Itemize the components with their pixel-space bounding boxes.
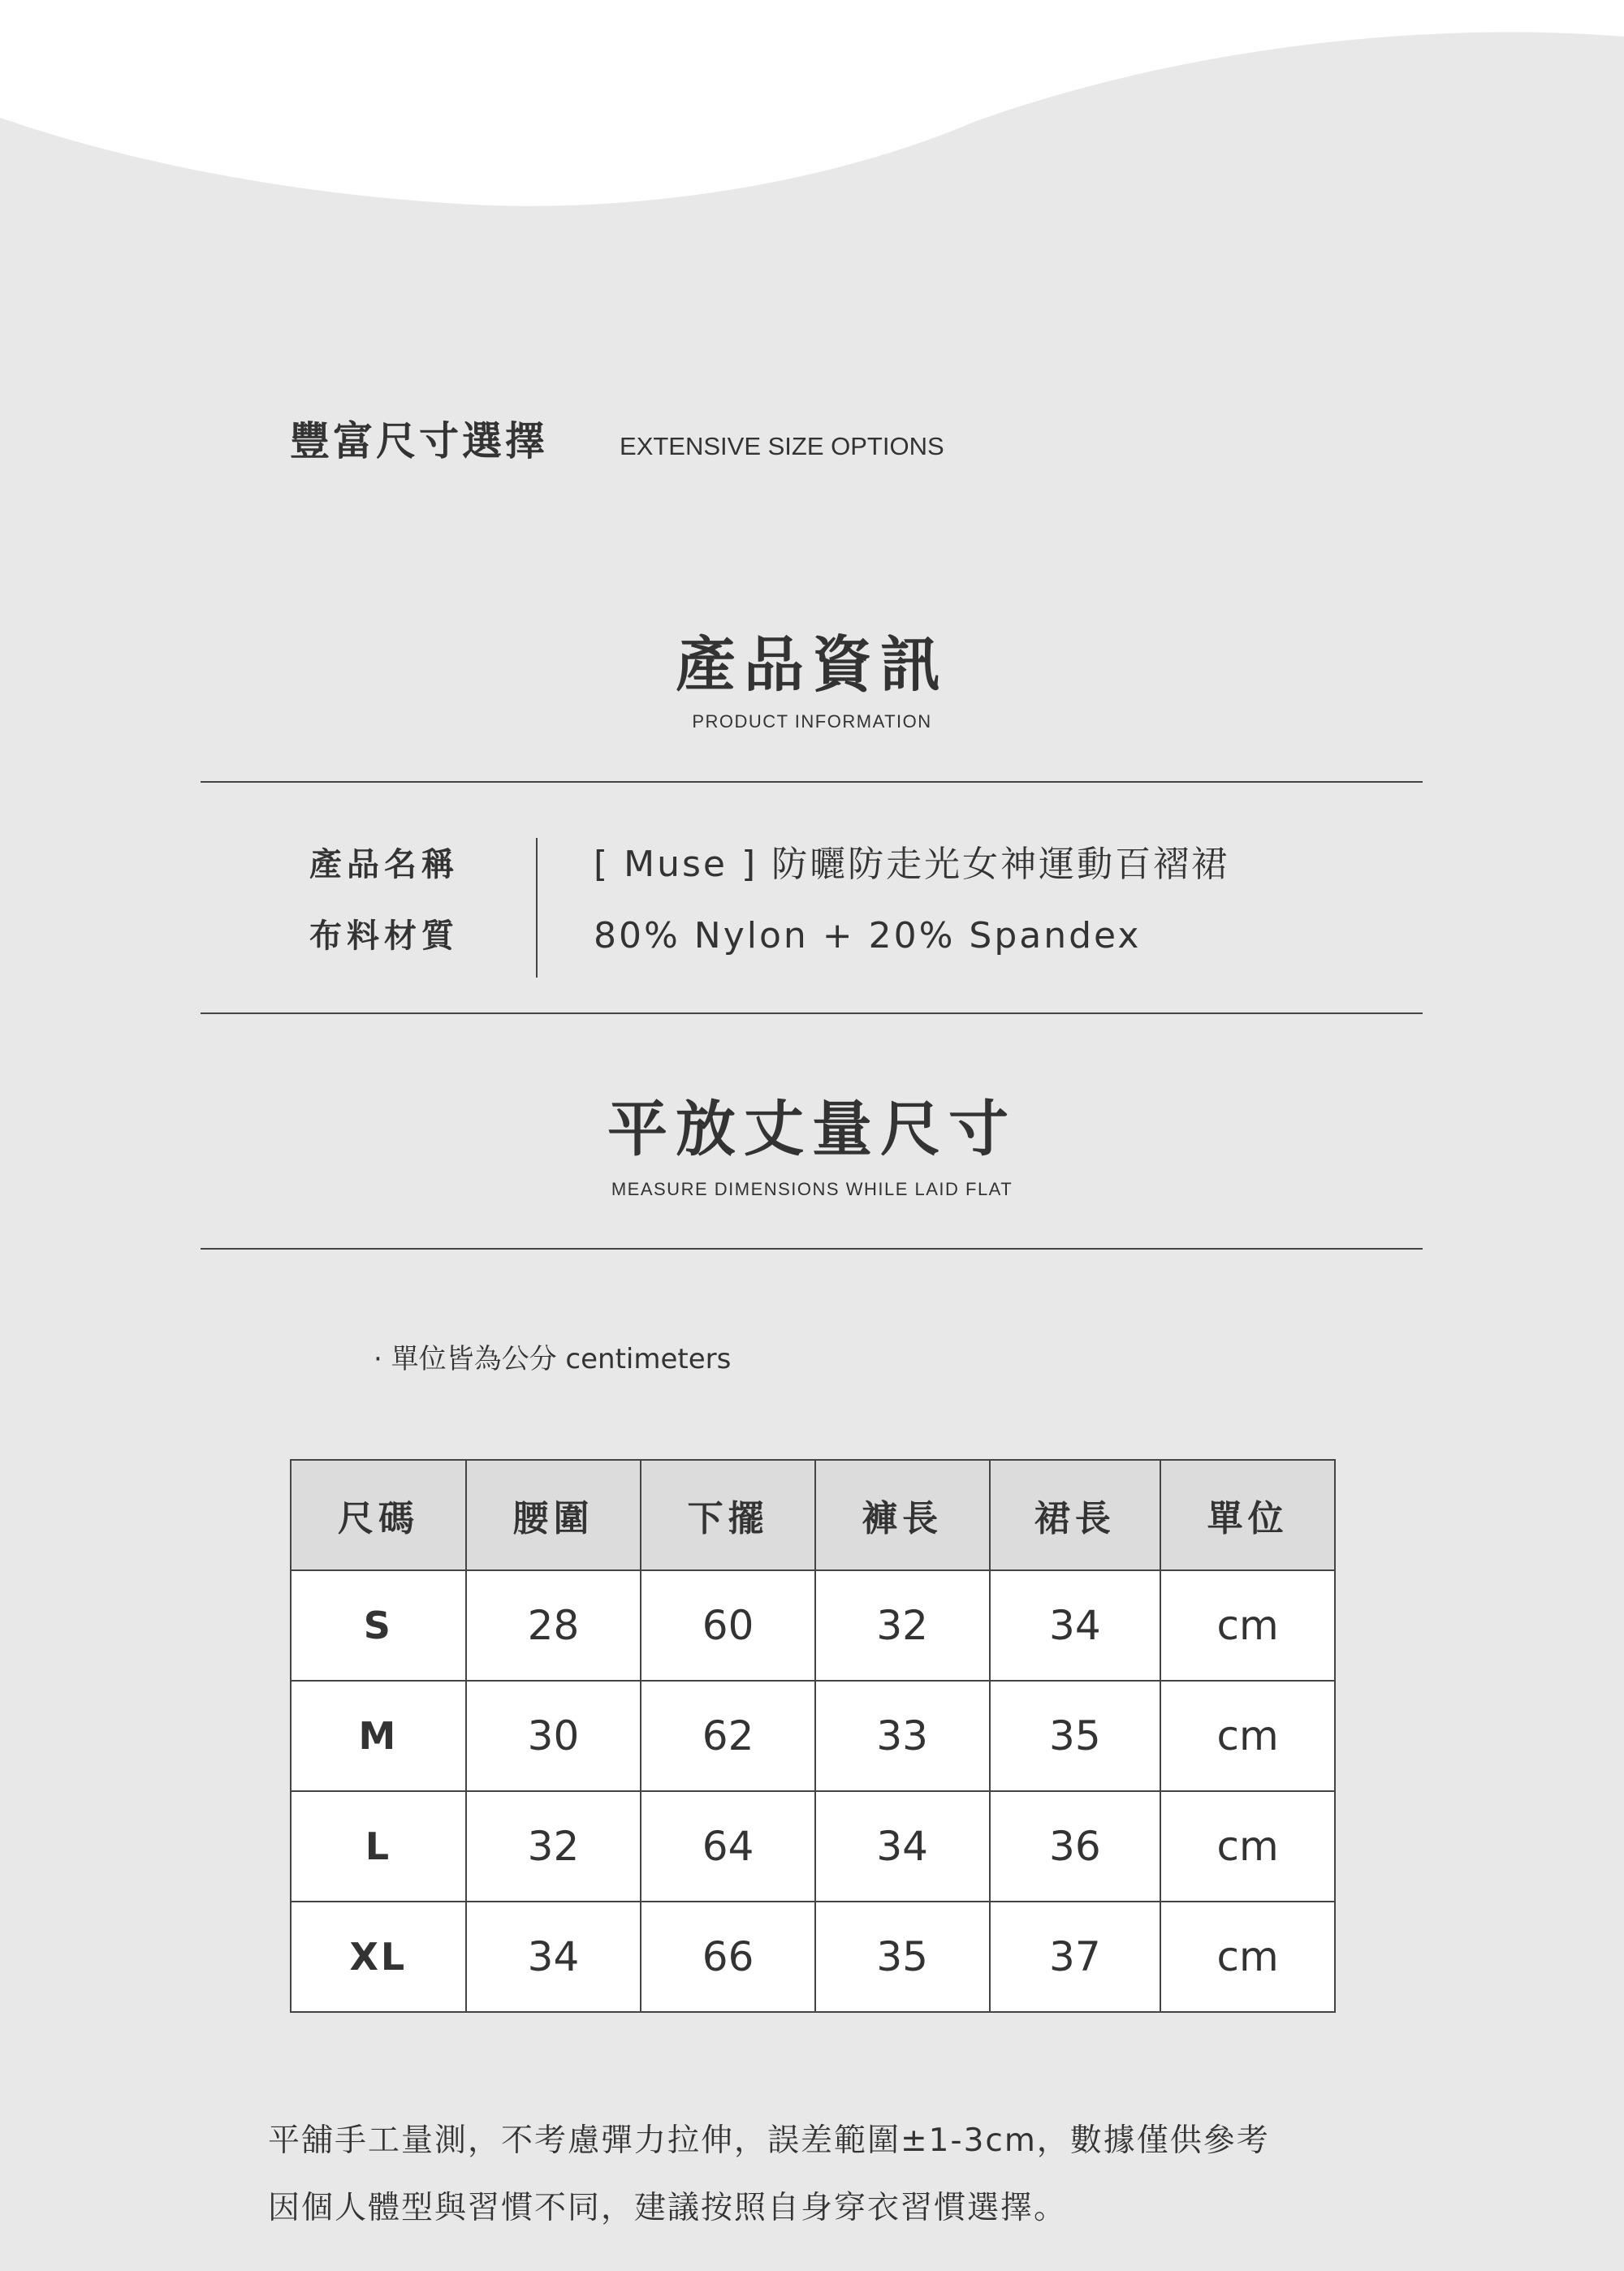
info-vertical-divider [536, 838, 538, 978]
product-info-values [594, 840, 1229, 983]
pants-length-cell: 32 [815, 1570, 990, 1681]
header-title-en: EXTENSIVE SIZE OPTIONS [620, 432, 944, 460]
table-row [291, 1902, 1335, 2012]
header-hem: 下擺 [641, 1460, 815, 1570]
waist-cell: 34 [466, 1902, 641, 2012]
unit-note: · 單位皆為公分 centimeters [374, 1343, 732, 1375]
header [290, 410, 944, 467]
hem-cell: 60 [641, 1570, 815, 1681]
product-info-title-zh: 產品資訊 [676, 630, 948, 700]
hem-cell: 64 [641, 1791, 815, 1902]
info-label-material: 布料材質 [309, 917, 459, 955]
waist-cell: 28 [466, 1570, 641, 1681]
waist-cell: 30 [466, 1681, 641, 1791]
footnote-advice: 因個人體型與習慣不同，建議按照自身穿衣習慣選擇。 [268, 2190, 1068, 2226]
table-row [291, 1791, 1335, 1902]
header-unit: 單位 [1160, 1460, 1335, 1570]
footnote-measurement: 平舖手工量測，不考慮彈力拉伸，誤差範圍±1-3cm，數據僅供參考 [268, 2122, 1270, 2159]
info-value-material: 80% Nylon + 20% Spandex [594, 915, 1142, 956]
size-cell: M [291, 1681, 466, 1791]
skirt-length-cell: 35 [990, 1681, 1161, 1791]
pants-length-cell: 33 [815, 1681, 990, 1791]
info-label-name: 產品名稱 [309, 846, 459, 883]
measure-title-en: MEASURE DIMENSIONS WHILE LAID FLAT [611, 1179, 1013, 1199]
product-info-labels [309, 840, 459, 983]
unit-cell: cm [1160, 1570, 1335, 1681]
hem-cell: 66 [641, 1902, 815, 2012]
unit-cell: cm [1160, 1791, 1335, 1902]
header-skirt-length: 裙長 [990, 1460, 1161, 1570]
divider-rule [201, 781, 1423, 783]
table-header-row [291, 1460, 1335, 1570]
product-info-title-en: PRODUCT INFORMATION [692, 711, 932, 732]
pants-length-cell: 34 [815, 1791, 990, 1902]
skirt-length-cell: 34 [990, 1570, 1161, 1681]
skirt-length-cell: 37 [990, 1902, 1161, 2012]
table-row [291, 1681, 1335, 1791]
decorative-wave [0, 0, 1624, 227]
measure-title-zh: 平放丈量尺寸 [607, 1094, 1017, 1164]
waist-cell: 32 [466, 1791, 641, 1902]
info-value-name: [ Muse ] 防曬防走光女神運動百褶裙 [594, 844, 1230, 885]
product-info-heading [0, 617, 1624, 732]
size-cell: XL [291, 1902, 466, 2012]
header-pants-length: 褲長 [815, 1460, 990, 1570]
size-cell: S [291, 1570, 466, 1681]
divider-rule [201, 1248, 1423, 1250]
unit-cell: cm [1160, 1902, 1335, 2012]
divider-rule [201, 1012, 1423, 1014]
pants-length-cell: 35 [815, 1902, 990, 2012]
header-title-zh: 豐富尺寸選擇 [290, 418, 549, 464]
size-cell: L [291, 1791, 466, 1902]
skirt-length-cell: 36 [990, 1791, 1161, 1902]
size-table [290, 1459, 1336, 2013]
measure-heading [0, 1082, 1624, 1200]
unit-cell: cm [1160, 1681, 1335, 1791]
table-row [291, 1570, 1335, 1681]
hem-cell: 62 [641, 1681, 815, 1791]
header-size: 尺碼 [291, 1460, 466, 1570]
header-waist: 腰圍 [466, 1460, 641, 1570]
